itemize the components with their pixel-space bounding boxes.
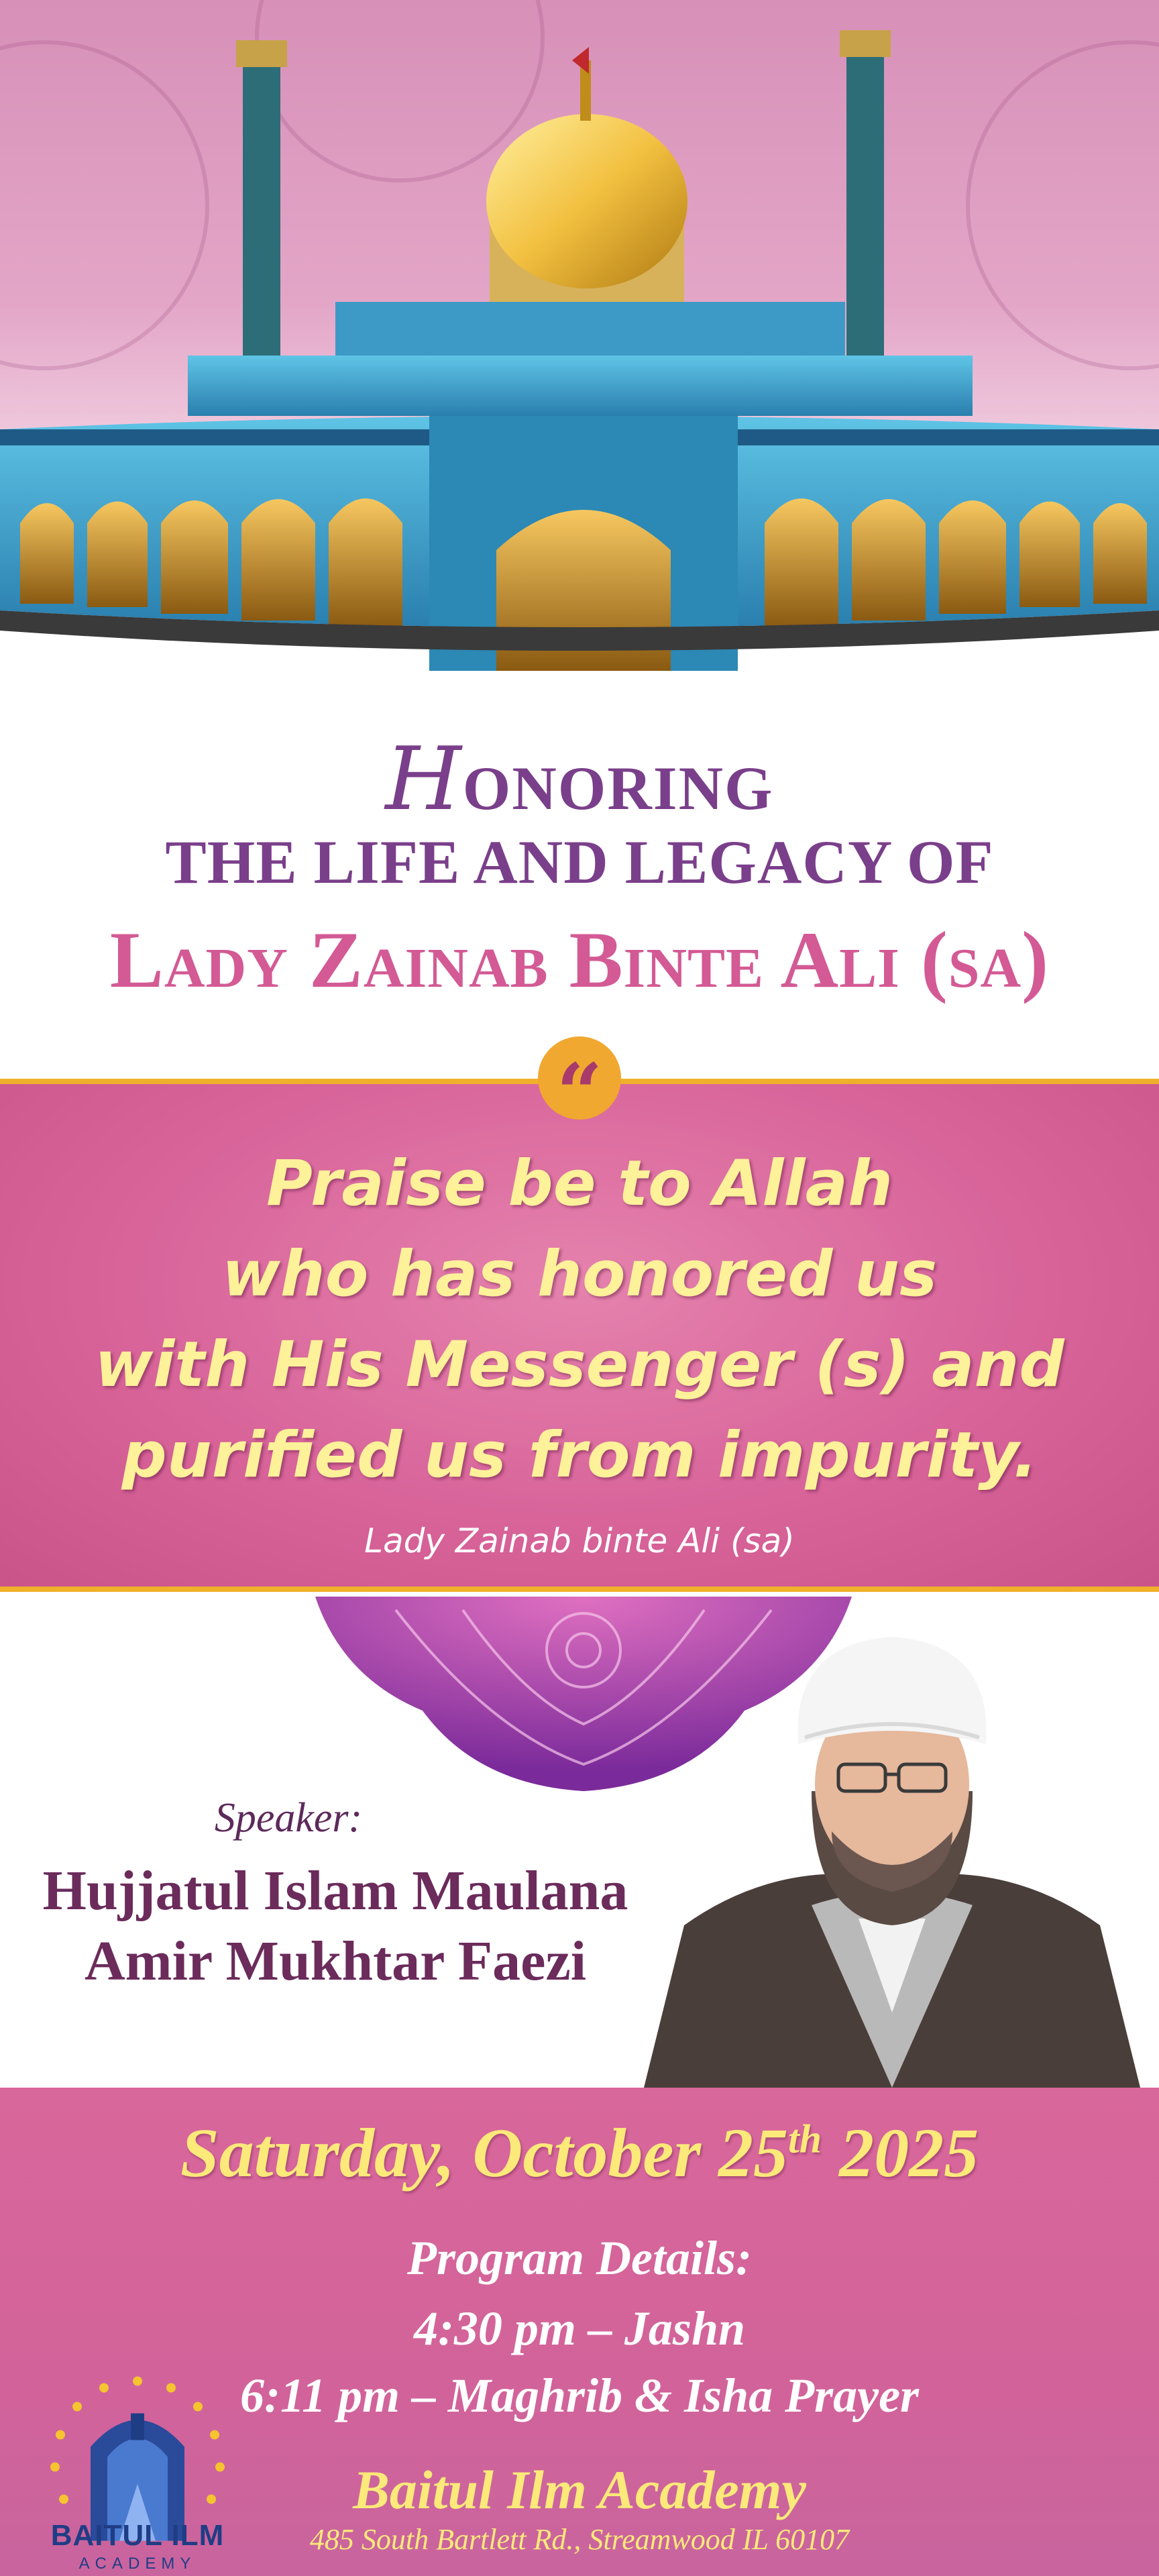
organization-name: Baitul Ilm Academy (353, 2459, 806, 2520)
speaker-label: Speaker: (214, 1795, 363, 1841)
logo-name: BAITUL ILM (50, 2519, 225, 2552)
event-date-suffix: th (788, 2116, 822, 2161)
title-honoring (0, 728, 1159, 830)
title-honoring-initial: H (385, 728, 463, 830)
speaker-name-line-1: Hujjatul Islam Maulana (42, 1860, 628, 1922)
quote-mark-icon: “ (538, 1036, 621, 1120)
quote-attribution: Lady Zainab binte Ali (sa) (364, 1521, 795, 1560)
quote-line-3: with His Messenger (s) and (95, 1328, 1064, 1401)
quote-line-2: who has honored us (221, 1238, 938, 1311)
program-details-label: Program Details: (407, 2231, 752, 2285)
quote-line-4: purified us from impurity. (121, 1419, 1038, 1492)
program-prayer-time: 6:11 pm – Maghrib & Isha Prayer (239, 2369, 920, 2422)
program-jashn-time: 4:30 pm – Jashn (413, 2302, 746, 2355)
event-date (0, 2113, 1159, 2193)
title-life-legacy: THE LIFE AND LEGACY OF (165, 828, 994, 896)
logo-subtitle: ACADEMY (78, 2555, 197, 2573)
quote-line-1: Praise be to Allah (266, 1147, 893, 1220)
speaker-name-line-2: Amir Mukhtar Faezi (84, 1930, 587, 1992)
hero-shrine-image (0, 0, 1159, 678)
shrine-illustration (0, 0, 1159, 678)
title-lady-zainab: Lady Zainab Binte Ali (sa) (109, 915, 1050, 1004)
event-date-main: Saturday, October 25 (180, 2114, 789, 2192)
speaker-photo (644, 1637, 1140, 2088)
event-date-year: 2025 (822, 2114, 979, 2192)
title-honoring-rest: ONORING (462, 754, 774, 822)
organization-address: 485 South Bartlett Rd., Streamwood IL 60107 (309, 2523, 850, 2556)
